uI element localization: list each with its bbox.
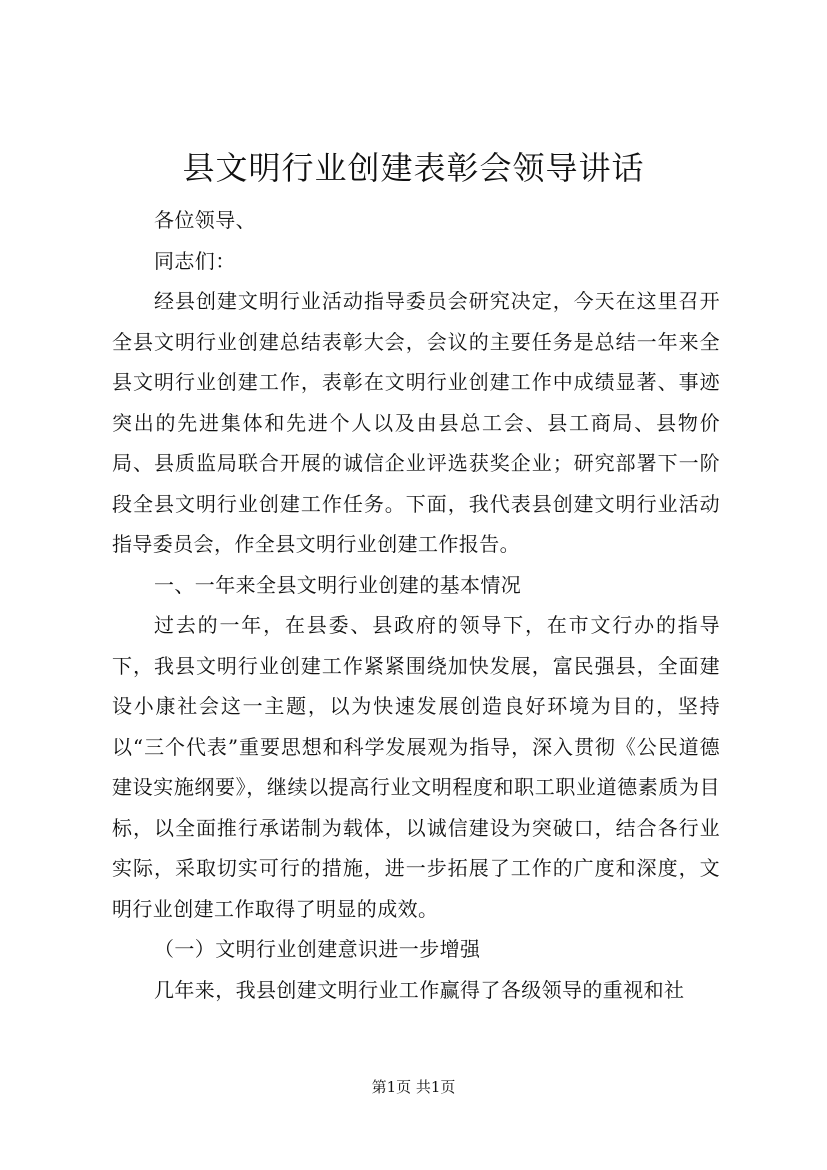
salutation-line-2: 同志们： bbox=[154, 248, 236, 273]
document-title: 县文明行业创建表彰会领导讲话 bbox=[182, 149, 645, 187]
page-number-footer: 第1页 共1页 bbox=[371, 1078, 456, 1096]
document-body bbox=[112, 200, 720, 1010]
paragraph-continued: 几年来，我县创建文明行业工作赢得了各级领导的重视和社 bbox=[154, 977, 685, 1002]
paragraph-intro: 经县创建文明行业活动指导委员会研究决定，今天在这里召开全县文明行业创建总结表彰大会，会议的主要任务是总结一年来全县文明行业创建工作，表彰在文明行业创建工作中成绩显著、事迹突出的先进集体和先进个人以及由县总工会、县工商局、县物价局、县质监局联合开展的诚信企业评选获奖企业；研究部署下一阶段全县文明行业创建工作任务。下面，我代表县创建文明行业活动指导委员会，作全县文明行业创建工作报告。 bbox=[112, 289, 720, 556]
subsection-heading-1: （一）文明行业创建意识进一步增强 bbox=[154, 937, 481, 961]
paragraph-overview: 过去的一年，在县委、县政府的领导下，在市文行办的指导下，我县文明行业创建工作紧紧围绕加快发展，富民强县，全面建设小康社会这一主题，以为快速发展创造良好环境为目的，坚持以“三个代表”重要思想和科学发展观为指导，深入贯彻《公民道德建设实施纲要》，继续以提高行业文明程度和职工职业道德素质为目标，以全面推行承诺制为载体，以诚信建设为突破口，结合各行业实际，采取切实可行的措施，进一步拓展了工作的广度和深度，文明行业创建工作取得了明显的成效。 bbox=[112, 613, 720, 921]
section-heading-1: 一、一年来全县文明行业创建的基本情况 bbox=[154, 572, 522, 597]
salutation-line-1: 各位领导、 bbox=[154, 208, 256, 232]
